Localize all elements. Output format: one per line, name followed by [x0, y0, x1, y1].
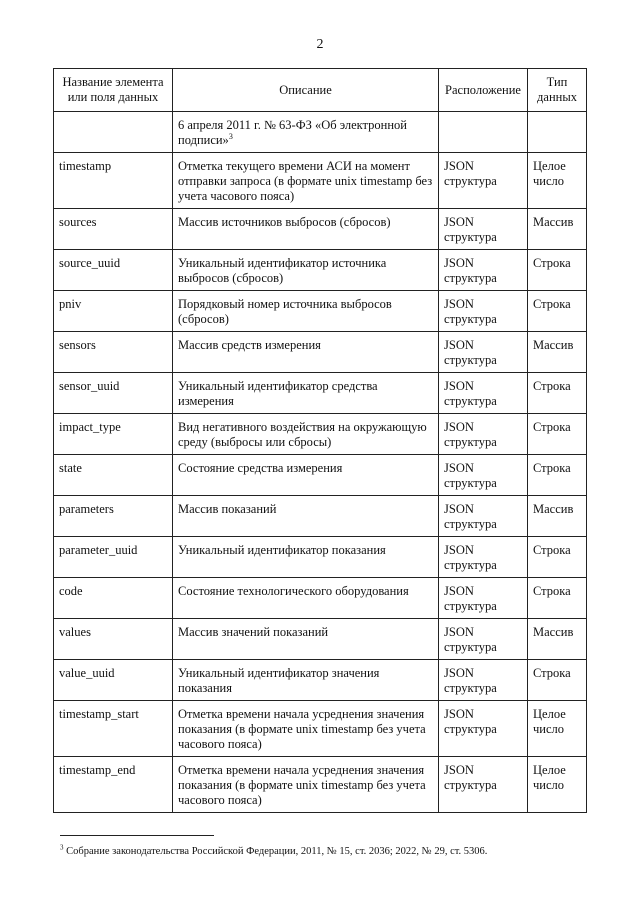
continuation-type: [528, 112, 587, 153]
field-description-cell: Массив значений показаний: [173, 619, 439, 660]
field-type-cell: Строка: [528, 578, 587, 619]
table-row: [54, 701, 587, 757]
table-row: [54, 660, 587, 701]
field-description-cell: Массив средств измерения: [173, 332, 439, 373]
field-description-cell: Уникальный идентификатор показания: [173, 537, 439, 578]
field-type-cell: Массив: [528, 619, 587, 660]
field-description-cell: Вид негативного воздействия на окружающую среду (выбросы или сбросы): [173, 414, 439, 455]
table-row: [54, 153, 587, 209]
field-name-cell: values: [54, 619, 173, 660]
continuation-row: [54, 112, 587, 153]
data-fields-table: [53, 68, 587, 813]
field-description-cell: Отметка текущего времени АСИ на момент отправки запроса (в формате unix timestamp без учета часового пояса): [173, 153, 439, 209]
field-location-cell: JSON структура: [439, 153, 528, 209]
field-type-cell: Строка: [528, 414, 587, 455]
field-type-cell: Строка: [528, 455, 587, 496]
field-name-cell: pniv: [54, 291, 173, 332]
field-location-cell: JSON структура: [439, 291, 528, 332]
field-name-cell: value_uuid: [54, 660, 173, 701]
field-description-cell: Массив показаний: [173, 496, 439, 537]
field-name-cell: source_uuid: [54, 250, 173, 291]
field-type-cell: Массив: [528, 209, 587, 250]
header-type: Тип данных: [528, 69, 587, 112]
continuation-description-text: 6 апреля 2011 г. № 63-ФЗ «Об электронной подписи»: [178, 118, 407, 147]
field-description-cell: Уникальный идентификатор значения показания: [173, 660, 439, 701]
field-type-cell: Массив: [528, 496, 587, 537]
field-location-cell: JSON структура: [439, 537, 528, 578]
field-description-cell: Массив источников выбросов (сбросов): [173, 209, 439, 250]
field-location-cell: JSON структура: [439, 414, 528, 455]
field-description-cell: Порядковый номер источника выбросов (сбросов): [173, 291, 439, 332]
field-location-cell: JSON структура: [439, 332, 528, 373]
continuation-name: [54, 112, 173, 153]
footnote-divider: [60, 835, 214, 836]
field-location-cell: JSON структура: [439, 660, 528, 701]
field-name-cell: impact_type: [54, 414, 173, 455]
field-description-cell: Уникальный идентификатор средства измерения: [173, 373, 439, 414]
footnote: [60, 843, 488, 857]
field-type-cell: Строка: [528, 291, 587, 332]
continuation-location: [439, 112, 528, 153]
field-name-cell: parameters: [54, 496, 173, 537]
table-row: [54, 757, 587, 813]
field-description-cell: Отметка времени начала усреднения значения показания (в формате unix timestamp без учета часового пояса): [173, 757, 439, 813]
field-type-cell: Строка: [528, 660, 587, 701]
field-type-cell: Строка: [528, 373, 587, 414]
field-name-cell: parameter_uuid: [54, 537, 173, 578]
table-header-row: [54, 69, 587, 112]
table-row: [54, 332, 587, 373]
field-name-cell: state: [54, 455, 173, 496]
header-description: Описание: [173, 69, 439, 112]
field-location-cell: JSON структура: [439, 578, 528, 619]
field-location-cell: JSON структура: [439, 701, 528, 757]
field-name-cell: code: [54, 578, 173, 619]
header-location: Расположение: [439, 69, 528, 112]
table-row: [54, 496, 587, 537]
field-location-cell: JSON структура: [439, 209, 528, 250]
field-location-cell: JSON структура: [439, 496, 528, 537]
field-description-cell: Состояние средства измерения: [173, 455, 439, 496]
footnote-reference: 3: [228, 131, 233, 141]
field-type-cell: Целое число: [528, 757, 587, 813]
table-row: [54, 414, 587, 455]
field-type-cell: Целое число: [528, 701, 587, 757]
field-location-cell: JSON структура: [439, 455, 528, 496]
field-description-cell: Состояние технологического оборудования: [173, 578, 439, 619]
field-name-cell: timestamp: [54, 153, 173, 209]
field-name-cell: sensor_uuid: [54, 373, 173, 414]
field-type-cell: Целое число: [528, 153, 587, 209]
field-description-cell: Отметка времени начала усреднения значения показания (в формате unix timestamp без учета часового пояса): [173, 701, 439, 757]
table-row: [54, 373, 587, 414]
field-location-cell: JSON структура: [439, 373, 528, 414]
table-row: [54, 619, 587, 660]
table-row: [54, 537, 587, 578]
field-location-cell: JSON структура: [439, 757, 528, 813]
page-number: 2: [316, 37, 324, 52]
field-name-cell: timestamp_start: [54, 701, 173, 757]
continuation-description: [173, 112, 439, 153]
field-name-cell: sensors: [54, 332, 173, 373]
field-location-cell: JSON структура: [439, 619, 528, 660]
table-row: [54, 455, 587, 496]
footnote-marker: 3: [60, 843, 64, 852]
table-row: [54, 578, 587, 619]
field-location-cell: JSON структура: [439, 250, 528, 291]
table-row: [54, 209, 587, 250]
field-type-cell: Строка: [528, 250, 587, 291]
table-row: [54, 291, 587, 332]
table-row: [54, 250, 587, 291]
field-type-cell: Строка: [528, 537, 587, 578]
field-type-cell: Массив: [528, 332, 587, 373]
footnote-text: Собрание законодательства Российской Федерации, 2011, № 15, ст. 2036; 2022, № 29, ст. 5306.: [66, 846, 488, 857]
field-name-cell: timestamp_end: [54, 757, 173, 813]
field-name-cell: sources: [54, 209, 173, 250]
header-name: Название элемента или поля данных: [54, 69, 173, 112]
field-description-cell: Уникальный идентификатор источника выбросов (сбросов): [173, 250, 439, 291]
